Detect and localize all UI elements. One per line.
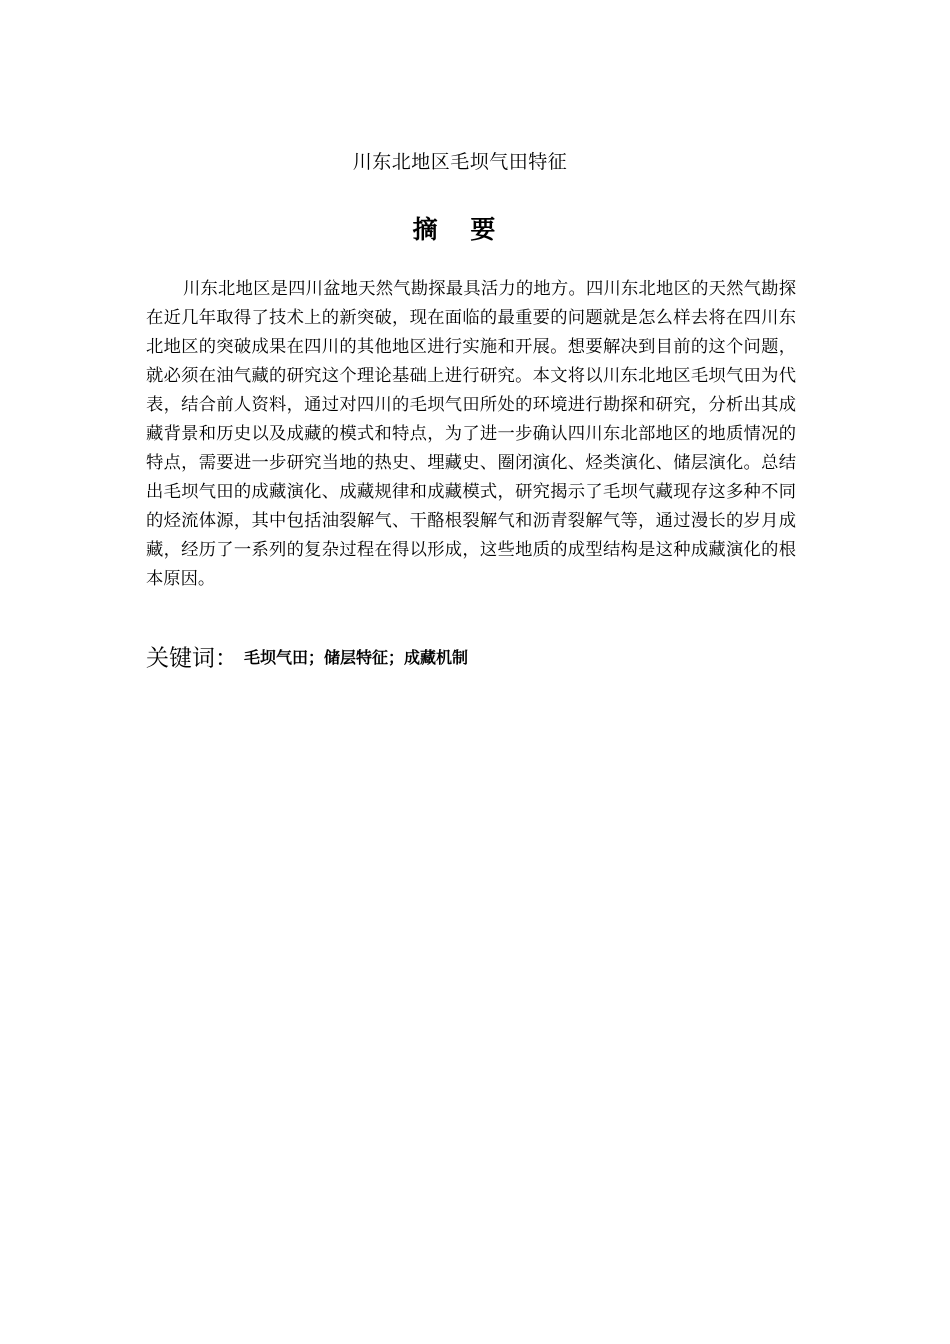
keywords-line [146, 640, 796, 676]
keywords-label: 关键词： [146, 645, 238, 672]
abstract-heading: 摘 要 [412, 215, 508, 244]
abstract-body: 川东北地区是四川盆地天然气勘探最具活力的地方。四川东北地区的天然气勘探在近几年取得了技术上的新突破，现在面临的最重要的问题就是怎么样去将在四川东北地区的突破成果在四川的其他地区进行实施和开展。想要解决到目前的这个问题，就必须在油气藏的研究这个理论基础上进行研究。本文将以川东北地区毛坝气田为代表，结合前人资料，通过对四川的毛坝气田所处的环境进行勘探和研究，分析出其成藏背景和历史以及成藏的模式和特点，为了进一步确认四川东北部地区的地质情况的特点，需要进一步研究当地的热史、埋藏史、圈闭演化、烃类演化、储层演化。总结出毛坝气田的成藏演化、成藏规律和成藏模式，研究揭示了毛坝气藏现存这多种不同的烃流体源，其中包括油裂解气、干酪根裂解气和沥青裂解气等，通过漫长的岁月成藏，经历了一系列的复杂过程在得以形成，这些地质的成型结构是这种成藏演化的根本原因。 [146, 279, 796, 589]
keywords-value: 毛坝气田；储层特征；成藏机制 [244, 648, 469, 668]
document-title: 川东北地区毛坝气田特征 [352, 151, 568, 173]
